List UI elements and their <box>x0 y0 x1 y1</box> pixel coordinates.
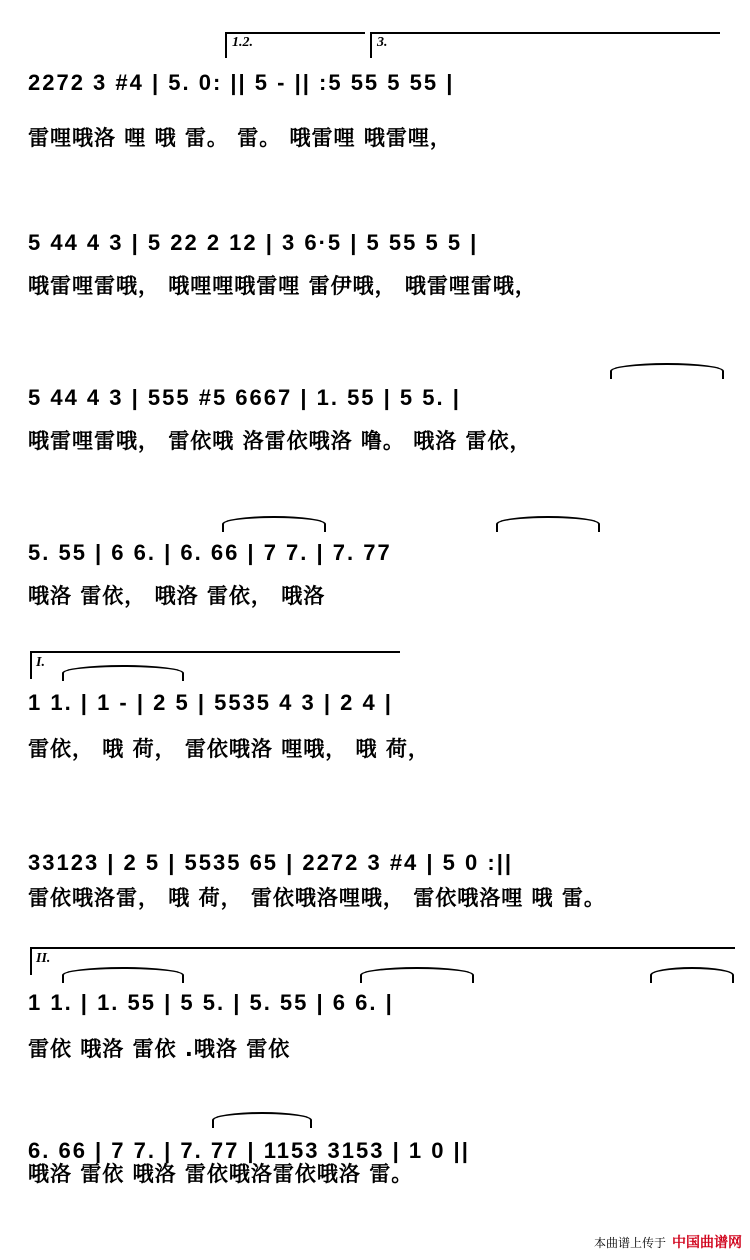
volta-label: 1.2. <box>232 35 253 50</box>
tie-mark <box>62 967 184 983</box>
jianpu-notes: 5 44 4 3 | 5 22 2 12 | 3 6·5 | 5 55 5 5 | <box>28 230 479 255</box>
lyrics-line: 雷依 哦洛 雷依 .哦洛 雷依 <box>28 1037 291 1061</box>
jianpu-notes: 1 1. | 1. 55 | 5 5. | 5. 55 | 6 6. | <box>28 990 394 1015</box>
system-1 <box>0 0 750 170</box>
tie-mark <box>496 516 600 532</box>
system-3 <box>0 325 750 495</box>
lyrics-line: 哦雷哩雷哦， 哦哩哩哦雷哩 雷伊哦， 哦雷哩雷哦， <box>28 274 537 298</box>
lyrics-line: 雷哩哦洛 哩 哦 雷。 雷。 哦雷哩 哦雷哩， <box>28 126 452 150</box>
jianpu-notes: 6. 66 | 7 7. | 7. 77 | 1153 3153 | 1 0 || <box>28 1138 470 1163</box>
site-logo[interactable]: 中国曲谱网 <box>672 1235 742 1251</box>
jianpu-notes: 1 1. | 1 - | 2 5 | 5535 4 3 | 2 4 | <box>28 690 393 715</box>
jianpu-notes: 5 44 4 3 | 555 #5 6667 | 1. 55 | 5 5. | <box>28 385 461 410</box>
tie-mark <box>610 363 724 379</box>
volta-bracket <box>30 947 735 949</box>
jianpu-notes: 5. 55 | 6 6. | 6. 66 | 7 7. | 7. 77 <box>28 540 392 565</box>
volta-bracket <box>30 651 400 653</box>
volta-bracket <box>225 32 365 34</box>
system-5 <box>0 635 750 805</box>
tie-mark <box>212 1112 312 1128</box>
volta-label: 3. <box>377 35 388 50</box>
system-7 <box>0 935 750 1105</box>
volta-bracket <box>30 947 32 975</box>
lyrics-line: 雷依， 哦 荷， 雷依哦洛 哩哦， 哦 荷， <box>28 737 430 761</box>
jianpu-notes: 33123 | 2 5 | 5535 65 | 2272 3 #4 | 5 0 :|| <box>28 850 514 875</box>
tie-mark <box>222 516 326 532</box>
lyrics-line: 哦洛 雷依， 哦洛 雷依， 哦洛 <box>28 584 326 608</box>
tie-mark <box>62 665 184 681</box>
system-2 <box>0 170 750 340</box>
volta-bracket <box>370 32 372 58</box>
lyrics-line: 雷依哦洛雷， 哦 荷， 雷依哦洛哩哦， 雷依哦洛哩 哦 雷。 <box>28 886 606 910</box>
tie-mark <box>360 967 474 983</box>
lyrics-line: 哦雷哩雷哦， 雷依哦 洛雷依哦洛 噜。 哦洛 雷依， <box>28 429 532 453</box>
upload-footer <box>594 1232 742 1252</box>
volta-label: II. <box>36 951 51 966</box>
volta-bracket <box>30 651 32 679</box>
lyrics-line: 哦洛 雷依 哦洛 雷依哦洛雷依哦洛 雷。 <box>28 1162 414 1186</box>
jianpu-notes: 2272 3 #4 | 5. 0: || 5 - || :5 55 5 55 | <box>28 70 455 95</box>
volta-label: I. <box>36 655 45 670</box>
system-4 <box>0 480 750 650</box>
volta-bracket <box>225 32 227 58</box>
footer-text: 本曲谱上传于 <box>593 1235 666 1250</box>
notation-line <box>28 60 728 120</box>
volta-bracket <box>370 32 720 34</box>
tie-mark <box>650 967 734 983</box>
